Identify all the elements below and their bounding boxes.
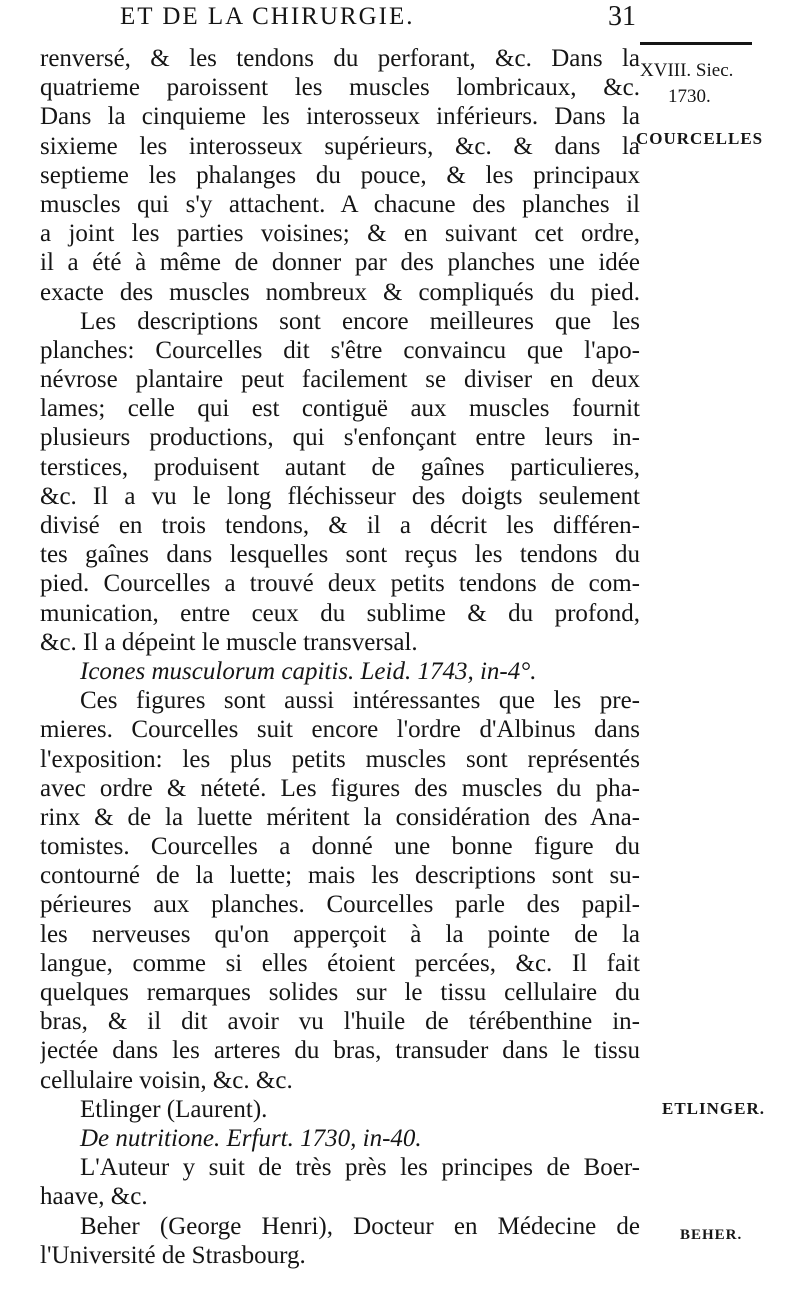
text-line: tomistes. Courcelles a donné une bonne figure du: [40, 833, 640, 861]
text-line: plusieurs productions, qui s'enfonçant entre leurs in-: [40, 424, 640, 452]
text-line: terstices, produisent autant de gaînes particulieres,: [40, 453, 640, 481]
margin-note-year: 1730.: [668, 86, 711, 107]
margin-note-courcelles: COURCELLES: [636, 129, 764, 148]
text-line: névrose plantaire peut facilement se diviser en deux: [40, 366, 640, 394]
text-line: Les descriptions sont encore meilleures que les: [80, 307, 640, 335]
margin-note-beher: BEHER.: [680, 1227, 743, 1243]
text-line: muscles qui s'y attachent. A chacune des planches il: [40, 190, 640, 218]
text-line: &c. Il a dépeint le muscle transversal.: [40, 628, 418, 656]
text-line: Dans la cinquieme les interosseux inférieurs. Dans la: [40, 103, 640, 131]
text-line: a joint les parties voisines; & en suivant cet ordre,: [40, 220, 640, 248]
text-line: contourné de la luette; mais les descriptions sont su-: [40, 862, 640, 890]
text-line: renversé, & les tendons du perforant, &c. Dans la: [40, 45, 640, 72]
text-line: septieme les phalanges du pouce, & les principaux: [40, 161, 640, 189]
text-line: l'exposition: les plus petits muscles sont représentés: [40, 745, 640, 773]
book-title-line: Icones musculorum capitis. Leid. 1743, in-4°.: [80, 657, 537, 685]
text-line: il a été à même de donner par des planches une idée: [40, 249, 640, 277]
text-line: munication, entre ceux du sublime & du profond,: [40, 599, 640, 627]
text-line: divisé en trois tendons, & il a décrit les différen-: [40, 512, 640, 539]
text-line: jectée dans les arteres du bras, transuder dans le tissu: [40, 1037, 640, 1065]
text-line: haave, &c.: [40, 1183, 148, 1211]
text-line: l'Université de Strasbourg.: [40, 1241, 306, 1269]
text-line: langue, comme si elles étoient percées, &c. Il fait: [40, 949, 640, 977]
text-line: &c. Il a vu le long fléchisseur des doigts seulement: [40, 482, 640, 510]
text-line: les nerveuses qu'on apperçoit à la pointe de la: [40, 920, 640, 948]
text-line: lames; celle qui est contiguë aux muscles fournit: [40, 395, 640, 423]
author-line: Etlinger (Laurent).: [80, 1095, 268, 1123]
margin-rule: [640, 42, 752, 45]
text-line: exacte des muscles nombreux & compliqués du pied.: [40, 278, 640, 306]
text-line: mieres. Courcelles suit encore l'ordre d'Albinus dans: [40, 716, 640, 744]
running-title: ET DE LA CHIRURGIE.: [120, 3, 415, 30]
text-line: tes gaînes dans lesquelles sont reçus les tendons du: [40, 541, 640, 569]
margin-note-etlinger: ETLINGER.: [662, 1099, 765, 1118]
text-line: L'Auteur y suit de très près les principes de Boer-: [80, 1154, 640, 1182]
book-title-line: De nutritione. Erfurt. 1730, in-40.: [80, 1124, 422, 1152]
text-line: périeures aux planches. Courcelles parle des papil-: [40, 891, 640, 919]
text-line: bras, & il dit avoir vu l'huile de térébenthine in-: [40, 1008, 640, 1036]
page-number: 31: [608, 1, 636, 32]
author-line: Beher (George Henri), Docteur en Médecine de: [80, 1212, 640, 1240]
text-line: sixieme les interosseux supérieurs, &c. & dans la: [40, 132, 640, 160]
text-line: avec ordre & néteté. Les figures des muscles du pha-: [40, 774, 640, 802]
text-line: quatrieme paroissent les muscles lombricaux, &c.: [40, 74, 640, 102]
body-text: [40, 44, 640, 1270]
text-line: pied. Courcelles a trouvé deux petits tendons de com-: [40, 570, 640, 598]
margin-note-century: XVIII. Siec.: [640, 60, 734, 81]
text-line: planches: Courcelles dit s'être convaincu que l'apo-: [40, 336, 640, 364]
text-line: rinx & de la luette méritent la considération des Ana-: [40, 803, 640, 831]
text-line: quelques remarques solides sur le tissu cellulaire du: [40, 979, 640, 1006]
text-line: Ces figures sont aussi intéressantes que les pre-: [80, 687, 640, 715]
text-line: cellulaire voisin, &c. &c.: [40, 1066, 293, 1094]
